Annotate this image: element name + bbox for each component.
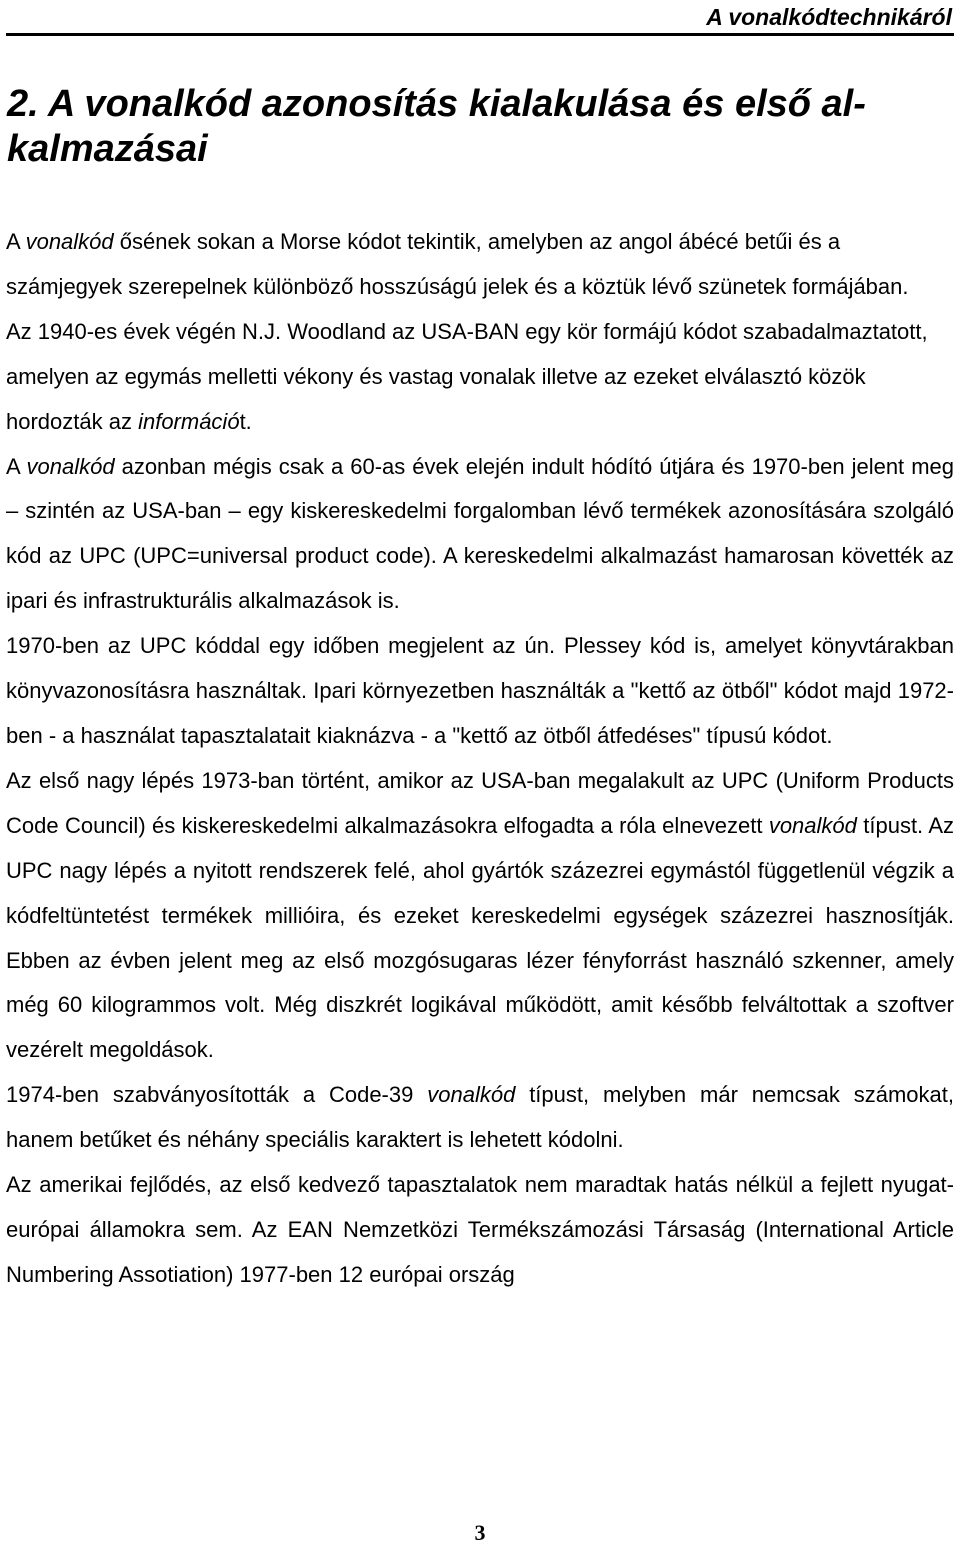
emphasis-term: vonalkód	[768, 812, 857, 838]
text-span: 1970-ben az UPC kóddal egy időben megjelent az ún. Plessey kód is, amelyet könyvtárakban könyvazonosításra használtak. Ipari környezetben használták a "kettő az ötből" kódot majd 1972-ben - a használat tapasztalatait kiaknázva - a "kettő az ötből átfedéses" típusú kódot.	[6, 633, 954, 748]
text-span: típust. Az UPC nagy lépés a nyitott rendszerek felé, ahol gyártók százezrei egymástól függetlenül végzik a kódfeltüntetést termékek millióira, és ezeket kereskedelmi egységek százezrei hasznosítják. Ebben az évben jelent meg az első mozgósugaras lézer fényforrást használó szkenner, amely még 60 kilogrammos volt. Még diszkrét logikával működött, amit később felváltottak a szoftver vezérelt megoldások.	[6, 812, 954, 1063]
text-span: Az amerikai fejlődés, az első kedvező tapasztalatok nem maradtak hatás nélkül a fejlett nyugat-európai államokra sem. Az EAN Nemzetközi Termékszámozási Társaság (International Article Numbering Assotiation) 1977-ben 12 európai ország	[6, 1172, 954, 1287]
paragraph-plessey	[6, 624, 954, 759]
page-number: 3	[474, 1520, 486, 1545]
text-span: Az első nagy lépés 1973-ban történt, amikor az USA-ban megalakult az UPC (Uniform Products Code Council) és kiskereskedelmi alkalmazásokra elfogadta a róla elnevezett	[6, 767, 954, 838]
text-span: ősének sokan a Morse kódot tekintik, amelyben az angol ábécé betűi és a számjegyek szerepelnek különböző hosszúságú jelek és a köztük lévő szünetek formájában.	[6, 229, 909, 299]
text-span: azonban mégis csak a 60-as évek elején indult hódító útjára és 1970-ben jelent meg – szintén az USA-ban – egy kiskereskedelmi forgalomban lévő termékek azonosítására szolgáló kód az UPC (UPC=universal product code). A kereskedelmi alkalmazást hamarosan követték az ipari és infrastrukturális alkalmazások is.	[6, 453, 954, 614]
paragraph-morse	[6, 220, 954, 310]
running-header-title: A vonalkódtechnikáról	[706, 4, 952, 30]
text-span: t.	[239, 408, 252, 434]
text-span: 1974-ben szabványosították a Code-39	[6, 1082, 428, 1108]
paragraph-code39	[6, 1073, 954, 1163]
body-text	[6, 220, 954, 1298]
chapter-title: 2. A vonalkód azonosítás kialakulása és első al-kalmazásai	[7, 83, 866, 170]
paragraph-woodland	[6, 310, 954, 445]
emphasis-term: információ	[138, 408, 240, 434]
paragraph-ean	[6, 1163, 954, 1298]
text-span: A	[6, 229, 26, 254]
text-span: A	[6, 453, 27, 479]
emphasis-term: vonalkód	[427, 1082, 516, 1108]
text-span: típust, melyben már nemcsak számokat, hanem betűket és néhány speciális karaktert is lehetett kódolni.	[6, 1082, 954, 1153]
emphasis-term: vonalkód	[25, 229, 114, 254]
paragraph-upc-origin	[6, 445, 954, 625]
header-divider	[6, 33, 954, 36]
emphasis-term: vonalkód	[26, 453, 115, 479]
text-span: Az 1940-es évek végén N.J. Woodland az USA-BAN egy kör formájú kódot szabadalmaztatott, amelyen az egymás melletti vékony és vastag vonalak illetve az ezeket elválasztó közök hordozták az	[6, 318, 928, 434]
paragraph-1973	[6, 759, 954, 1073]
